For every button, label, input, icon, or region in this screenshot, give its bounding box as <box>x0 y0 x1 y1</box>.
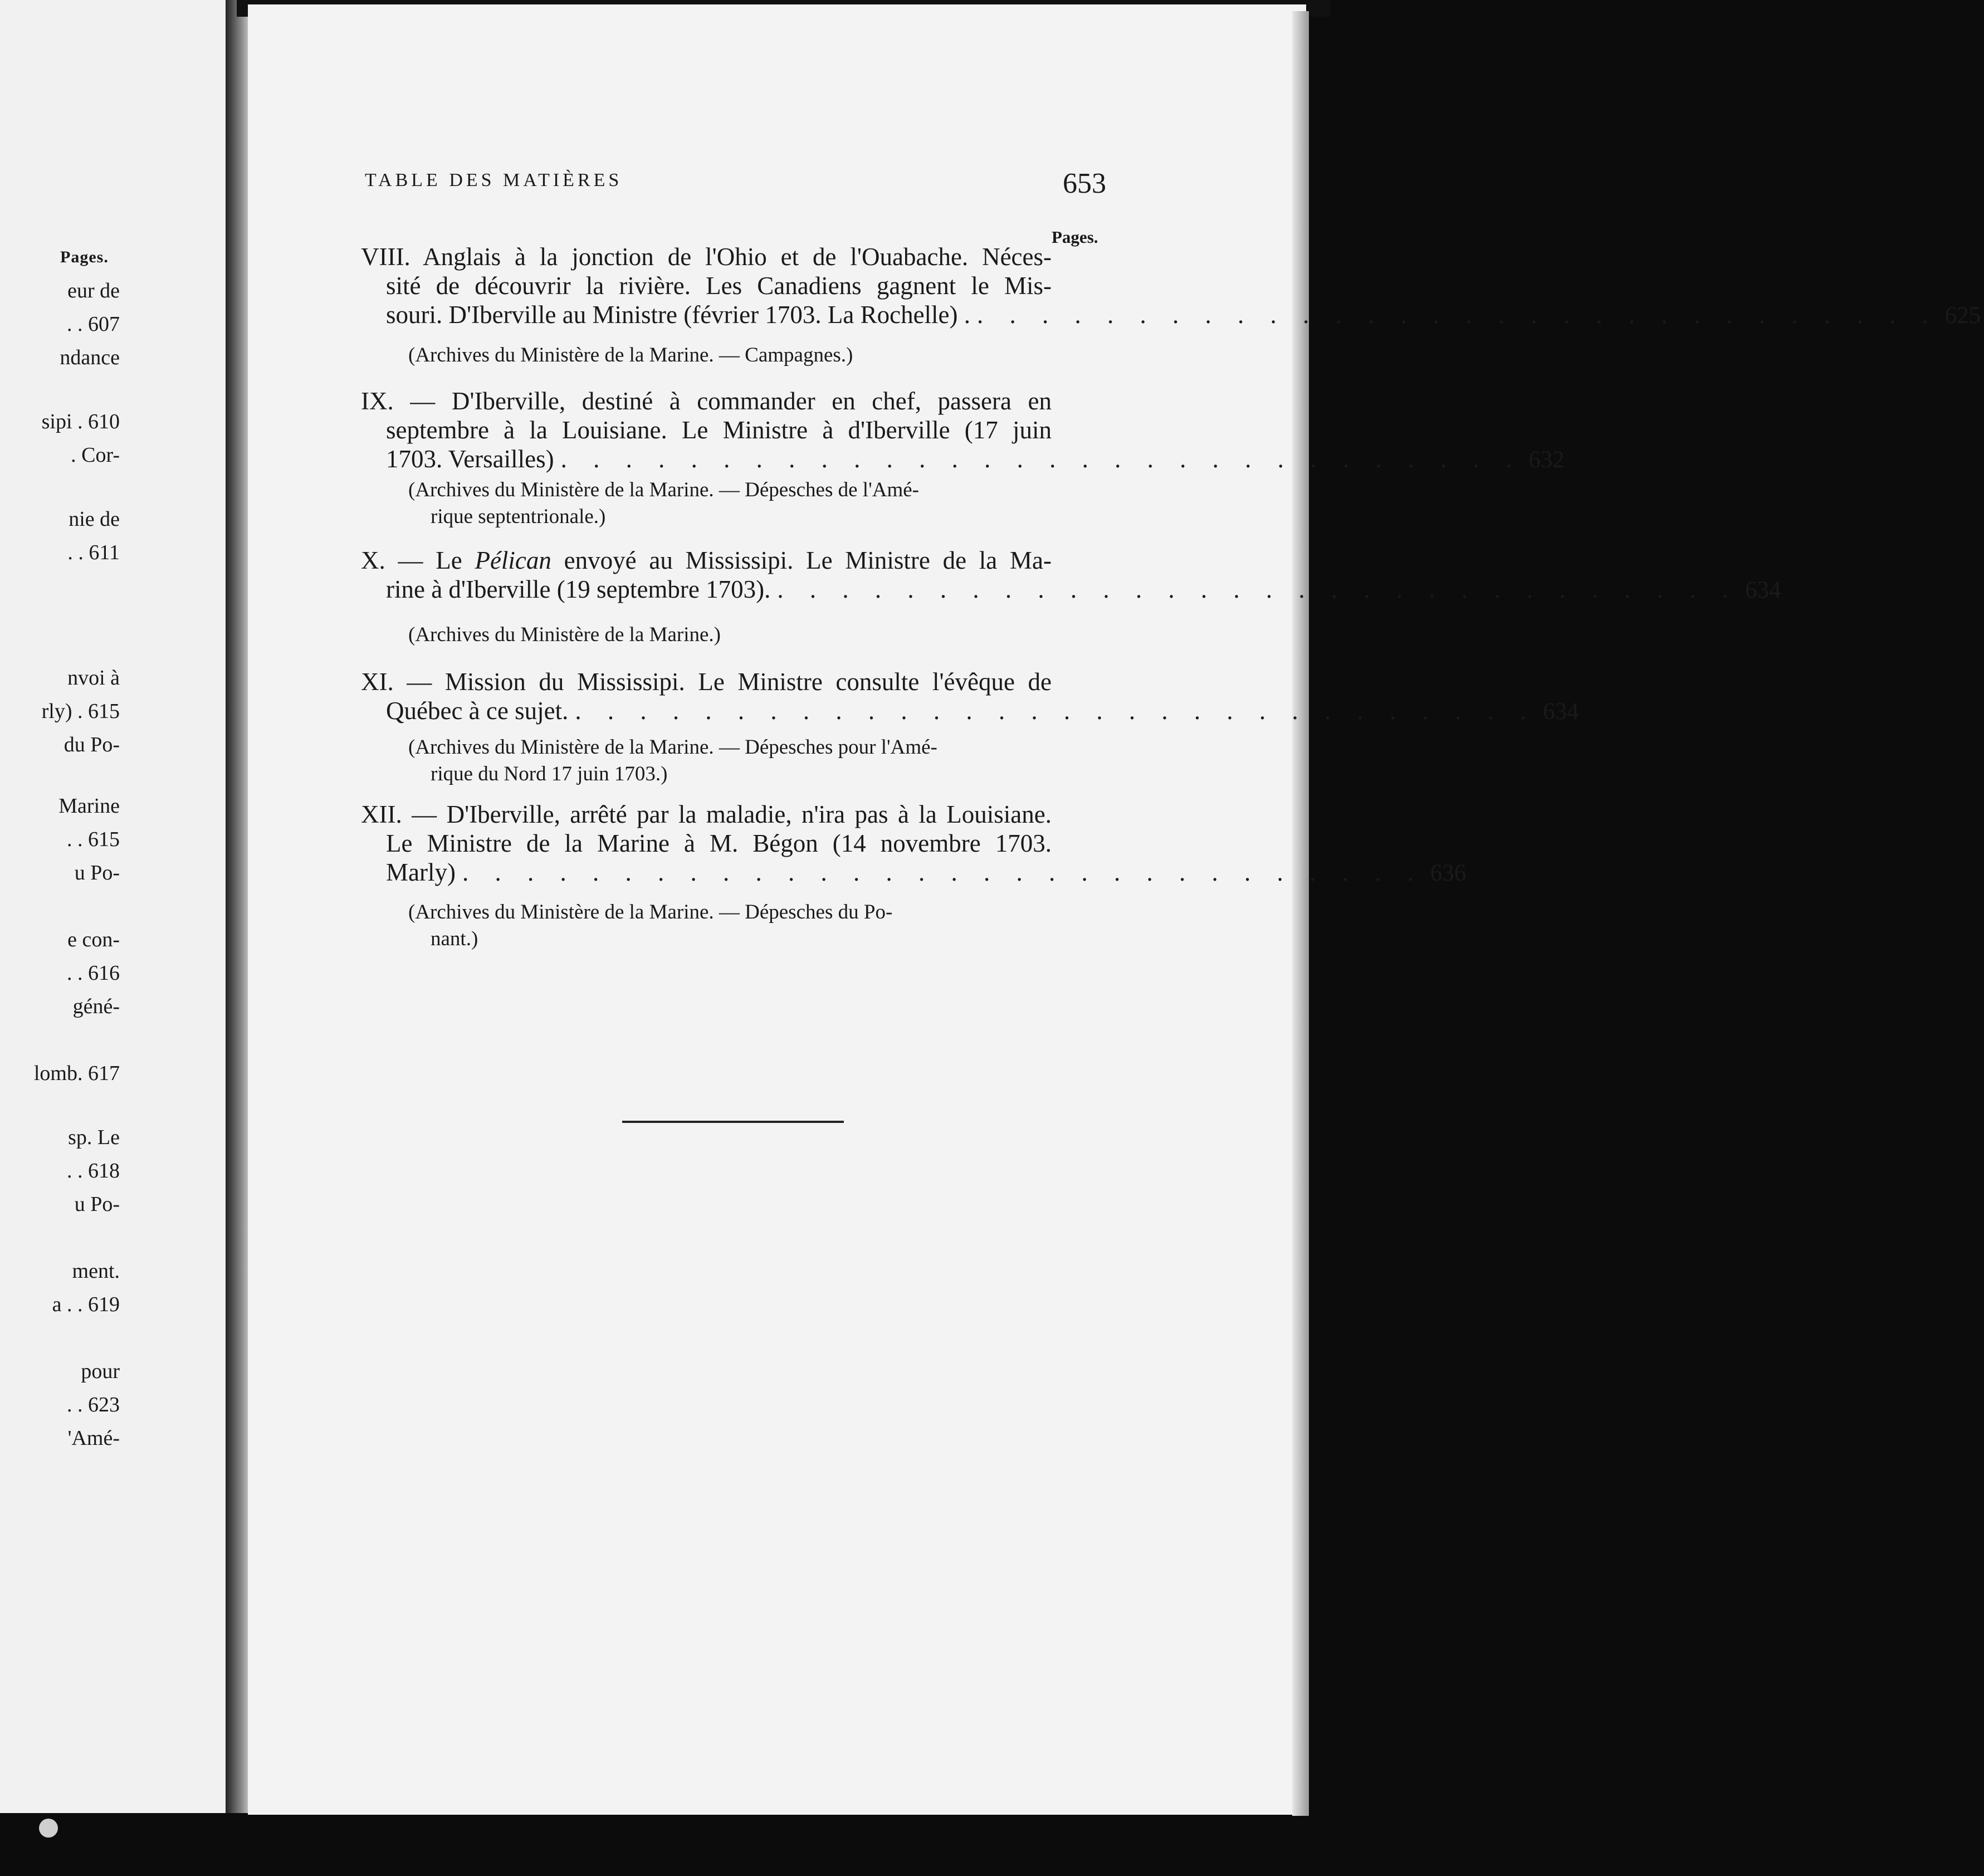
entry-line: Le Ministre de la Marine à M. Bégon (14 novembre 1703. <box>386 829 1052 857</box>
left-page-fragment: pour <box>81 1360 120 1383</box>
left-page <box>0 0 226 1813</box>
entry-page: 634 <box>1745 577 1781 603</box>
left-page-fragment: . . 623 <box>67 1393 120 1416</box>
left-page-fragment: nvoi à <box>67 666 120 690</box>
left-page-fragment: sp. Le <box>68 1126 120 1149</box>
left-page-fragment: . . 618 <box>67 1159 120 1183</box>
toc-entry-ix <box>361 387 1565 475</box>
left-page-fragment: rly) . 615 <box>41 700 120 723</box>
left-page-fragment: eur de <box>67 279 120 302</box>
source-text-cont: nant.) <box>431 927 478 950</box>
left-page-fragment: . Cor- <box>71 443 120 467</box>
ship-name: Pélican <box>475 546 551 574</box>
entry-line: XII. — D'Iberville, arrêté par la maladie, n'ira pas à la Louisiane. <box>361 800 1052 828</box>
leader-dots: . . . . . . . . . . . . . . . . . . . . . . . . . . . . . . <box>777 575 1739 603</box>
left-page-fragment: e con- <box>67 928 120 951</box>
entry-line: X. — Le Pélican envoyé au Mississipi. Le Ministre de la Ma- <box>361 546 1052 574</box>
left-page-fragment: u Po- <box>74 1193 120 1216</box>
entry-page: 636 <box>1430 860 1467 886</box>
left-page-fragment: . . 616 <box>67 961 120 985</box>
source-xii <box>408 899 1049 952</box>
source-text-cont: rique septentrionale.) <box>431 505 606 528</box>
left-page-fragment: lomb. 617 <box>33 1062 120 1085</box>
closing-rule <box>622 1121 844 1123</box>
entry-last-line <box>361 575 1781 605</box>
left-pages-header: Pages. <box>60 248 109 266</box>
leader-dots: . . . . . . . . . . . . . . . . . . . . . . . . . . . . . . <box>575 697 1537 725</box>
source-viii <box>408 342 1049 369</box>
source-text: (Archives du Ministère de la Marine. — Dépesches de l'Amé- <box>408 478 919 501</box>
left-page-fragment: sipi . 610 <box>41 410 120 433</box>
entry-page: 634 <box>1543 698 1579 725</box>
page-edge <box>1292 11 1309 1816</box>
leader-dots: . . . . . . . . . . . . . . . . . . . . . . . . . . . . . . <box>560 445 1522 473</box>
left-page-fragment: ndance <box>60 346 120 369</box>
leader-dots: . . . . . . . . . . . . . . . . . . . . . . . . . . . . . . <box>977 301 1938 329</box>
left-page-fragment: ment. <box>72 1259 120 1283</box>
book-gutter <box>226 0 248 1813</box>
entry-page: 625 <box>1944 302 1981 329</box>
pages-label: Pages. <box>1052 227 1098 247</box>
toc-entry-x <box>361 546 1781 605</box>
entry-line: IX. — D'Iberville, destiné à commander en chef, passera en <box>361 387 1052 415</box>
left-page-fragment: a . . 619 <box>52 1293 120 1316</box>
left-page-fragment: u Po- <box>74 861 120 885</box>
entry-line: sité de découvrir la rivière. Les Canadiens gagnent le Mis- <box>386 272 1052 300</box>
left-page-fragment: . . 615 <box>67 828 120 851</box>
source-text-cont: rique du Nord 17 juin 1703.) <box>431 763 668 785</box>
source-text: (Archives du Ministère de la Marine. — Dépesches pour l'Amé- <box>408 736 937 759</box>
source-text: (Archives du Ministère de la Marine.) <box>408 623 721 646</box>
entry-line: septembre à la Louisiane. Le Ministre à d'Iberville (17 juin <box>386 416 1052 444</box>
entry-last-line <box>361 444 1565 475</box>
entry-line: Marly) <box>386 858 456 886</box>
source-text: (Archives du Ministère de la Marine. — Campagnes.) <box>408 344 853 367</box>
entry-page: 632 <box>1528 447 1565 473</box>
left-page-fragment: 'Amé- <box>67 1426 120 1450</box>
ink-smudge <box>39 1819 58 1838</box>
entry-line: souri. D'Iberville au Ministre (février 1703. La Rochelle) . <box>386 301 971 329</box>
running-head: TABLE DES MATIÈRES <box>365 170 623 190</box>
left-page-fragment: nie de <box>69 507 120 531</box>
source-xi <box>408 734 1049 788</box>
source-x <box>408 622 1049 648</box>
entry-line: Québec à ce sujet. <box>386 697 569 725</box>
left-page-fragment: . . 611 <box>67 541 120 564</box>
entry-last-line <box>361 858 1467 888</box>
entry-last-line <box>361 300 1981 330</box>
page-number: 653 <box>1063 168 1106 199</box>
left-page-fragment: du Po- <box>63 733 120 756</box>
toc-entry-xi <box>361 667 1579 726</box>
entry-line: 1703. Versailles) <box>386 445 554 473</box>
left-page-fragment: géné- <box>72 995 120 1018</box>
left-page-fragment: Marine <box>58 794 120 818</box>
entry-last-line <box>361 696 1579 726</box>
source-ix <box>408 477 1049 530</box>
left-page-fragment: . . 607 <box>67 312 120 336</box>
entry-line: VIII. Anglais à la jonction de l'Ohio et de l'Ouabache. Néces- <box>361 243 1052 271</box>
entry-line: XI. — Mission du Mississipi. Le Ministre consulte l'évêque de <box>361 668 1052 696</box>
toc-entry-xii <box>361 800 1467 888</box>
toc-entry-viii <box>361 242 1981 330</box>
leader-dots: . . . . . . . . . . . . . . . . . . . . . . . . . . . . . . <box>462 858 1424 886</box>
source-text: (Archives du Ministère de la Marine. — Dépesches du Po- <box>408 901 893 924</box>
entry-line: rine à d'Iberville (19 septembre 1703). <box>386 575 771 603</box>
